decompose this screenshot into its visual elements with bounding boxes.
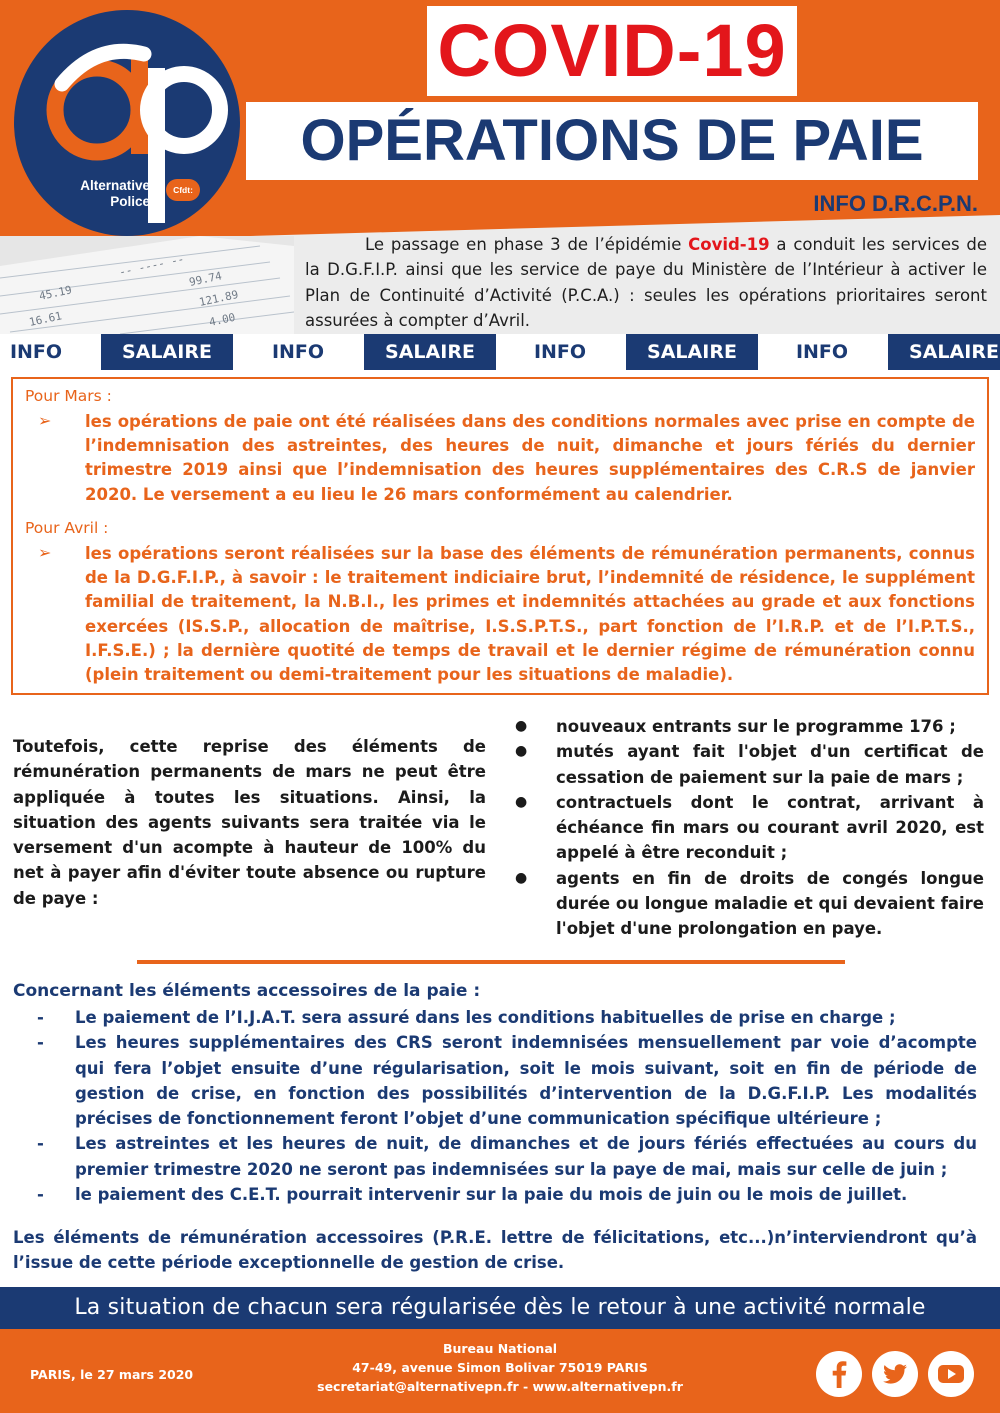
- svg-text:99.74: 99.74: [187, 269, 224, 289]
- toutefois-paragraph: Toutefois, cette reprise des éléments de rémunération permanents de mars ne peut être appliquée à toutes les situations. Ainsi, la situation des agents suivants sera traitée via le versement d'un acompte à hauteur de 100% du net à payer afin d'éviter toute absence ou rupture de paye :: [13, 737, 486, 908]
- section-divider: [137, 960, 845, 964]
- footer-address: 47-49, avenue Simon Bolivar 75019 PARIS: [352, 1360, 648, 1375]
- source-label: INFO D.R.C.P.N.: [813, 191, 978, 216]
- list-item: ● mutés ayant fait l'objet d'un certificat de cessation de paiement sur la paie de mars ;: [512, 739, 984, 790]
- svg-text:121.89: 121.89: [197, 287, 240, 309]
- logo-text-line2: Police: [110, 194, 150, 209]
- band-item-info: INFO: [271, 341, 325, 363]
- list-item: ● contractuels dont le contrat, arrivant à échéance fin mars ou courant avril 2020, est appelé à être reconduit ;: [512, 790, 984, 866]
- dash-bullet: -: [37, 1134, 44, 1154]
- band-item-salaire: SALAIRE: [888, 334, 1000, 370]
- band-item-salaire: SALAIRE: [101, 334, 233, 370]
- footer-bureau: Bureau National: [442, 1341, 558, 1356]
- list-item: ● agents en fin de droits de congés longue durée ou longue maladie et qui devaient faire l'objet d'une prolongation en paye.: [512, 866, 984, 942]
- footer-date: PARIS, le 27 mars 2020: [30, 1367, 194, 1382]
- dash-bullet: -: [37, 1033, 44, 1053]
- youtube-icon[interactable]: [928, 1351, 974, 1397]
- alternative-police-logo: [14, 10, 240, 236]
- bullet-icon: ●: [515, 869, 528, 886]
- avril-text: les opérations seront réalisées sur la base des éléments de rémunération permanents, connus de la D.G.F.I.P., à savoir : le traitement indiciaire brut, l’indemnité de résidence, le supplément familial de traitement, la N.B.I., les primes et indemnités attachées au grade et aux fonctions exercées (IS.S.P., allocation de maîtrise, I.S.S.P.T.S., part fonction de l’I.R.P. et de l’I.P.T.S., I.F.S.E.) ; la dernière quotité de temps de travail et le dernier régime de rémunération connu (plein traitement ou demi-traitement pour les situations de maladie).: [85, 544, 975, 685]
- bullet-icon: ●: [515, 743, 528, 760]
- title-covid: COVID-19: [427, 6, 797, 96]
- agents-bullet-list: [512, 714, 984, 942]
- list-item: ● nouveaux entrants sur le programme 176 ;: [512, 714, 984, 739]
- dash-bullet: -: [37, 1185, 44, 1205]
- footer: [0, 1287, 1000, 1413]
- info-salaire-band: [0, 334, 1000, 370]
- list-item: - Le paiement de l’I.J.A.T. sera assuré dans les conditions habituelles de prise en charge ;: [13, 1005, 977, 1030]
- bullet-icon: ●: [515, 793, 528, 810]
- accessoires-heading: Concernant les éléments accessoires de la paie :: [13, 981, 481, 1001]
- cfdt-badge: Cfdt:: [166, 179, 200, 201]
- footer-contact-block: [290, 1339, 710, 1396]
- intro-paragraph: [305, 232, 987, 333]
- band-item-salaire: SALAIRE: [364, 334, 496, 370]
- svg-text:16.61: 16.61: [27, 309, 64, 329]
- footer-banner: La situation de chacun sera régularisée dès le retour à une activité normale: [0, 1287, 1000, 1329]
- accessoires-list: [13, 1005, 977, 1207]
- dash-bullet: -: [37, 1008, 44, 1027]
- twitter-icon[interactable]: [872, 1351, 918, 1397]
- social-icons: [816, 1351, 976, 1399]
- arrow-icon: ➢: [38, 543, 52, 562]
- accessoires-final-paragraph: Les éléments de rémunération accessoires (P.R.E. lettre de félicitations, etc...)n’interviendront qu’à l’issue de cette période exceptionnelle de gestion de crise.: [13, 1228, 977, 1273]
- band-item-info: INFO: [9, 341, 63, 363]
- list-item: - Les heures supplémentaires des CRS seront indemnisées mensuellement par voie d’acompte qui fera l’objet ensuite d’une régularisation, soit le mois suivant, soit en fin de période de gestion de crise, en fonction des possibilités d’intervention de la D.G.F.I.P. Les modalités précises de fonctionnement feront l’objet d’une communication spécifique ultérieure ;: [13, 1030, 977, 1131]
- band-item-salaire: SALAIRE: [626, 334, 758, 370]
- mars-avril-box: [11, 377, 989, 695]
- payslip-photo: [0, 236, 294, 334]
- mars-heading: Pour Mars :: [25, 387, 112, 405]
- list-item: - Les astreintes et les heures de nuit, de dimanches et de jours fériés effectuées au cours du premier trimestre 2020 ne seront pas indemnisées sur la paye de mai, mais sur celle de juin ;: [13, 1131, 977, 1182]
- intro-text-after: a conduit les services de la D.G.F.I.P. ainsi que les service de paye du Ministère de l’Intérieur à activer le Plan de Continuité d’Activité (P.C.A.) : seules les opérations prioritaires seront assurées à compter d’Avril.: [305, 235, 987, 330]
- logo-text-line1: Alternative: [80, 178, 150, 193]
- arrow-icon: ➢: [38, 411, 52, 430]
- list-item: - le paiement des C.E.T. pourrait intervenir sur la paie du mois de juin ou le mois de juillet.: [13, 1182, 977, 1207]
- title-operations-de-paie: OPÉRATIONS DE PAIE: [246, 102, 978, 180]
- svg-text:4.00: 4.00: [207, 310, 237, 329]
- svg-text:45.19: 45.19: [37, 283, 74, 303]
- svg-text:-- ---- --: -- ---- --: [117, 252, 186, 279]
- intro-text-before: Le passage en phase 3 de l’épidémie: [365, 235, 689, 254]
- footer-contact: secretariat@alternativepn.fr - www.alternativepn.fr: [317, 1379, 683, 1394]
- bullet-icon: ●: [515, 718, 528, 734]
- avril-heading: Pour Avril :: [25, 519, 109, 537]
- facebook-icon[interactable]: [816, 1351, 862, 1397]
- intro-covid-highlight: Covid-19: [688, 235, 770, 254]
- mars-text: les opérations de paie ont été réalisées dans des conditions normales avec prise en compte de l’indemnisation des astreintes, des heures de nuit, dimanche et jours fériés du dernier trimestre 2019 ainsi que l’indemnisation des heures supplémentaires des C.R.S de janvier 2020. Le versement a eu lieu le 26 mars conformément au calendrier.: [85, 412, 975, 504]
- band-item-info: INFO: [533, 341, 587, 363]
- band-item-info: INFO: [795, 341, 849, 363]
- logo-text: [54, 178, 150, 210]
